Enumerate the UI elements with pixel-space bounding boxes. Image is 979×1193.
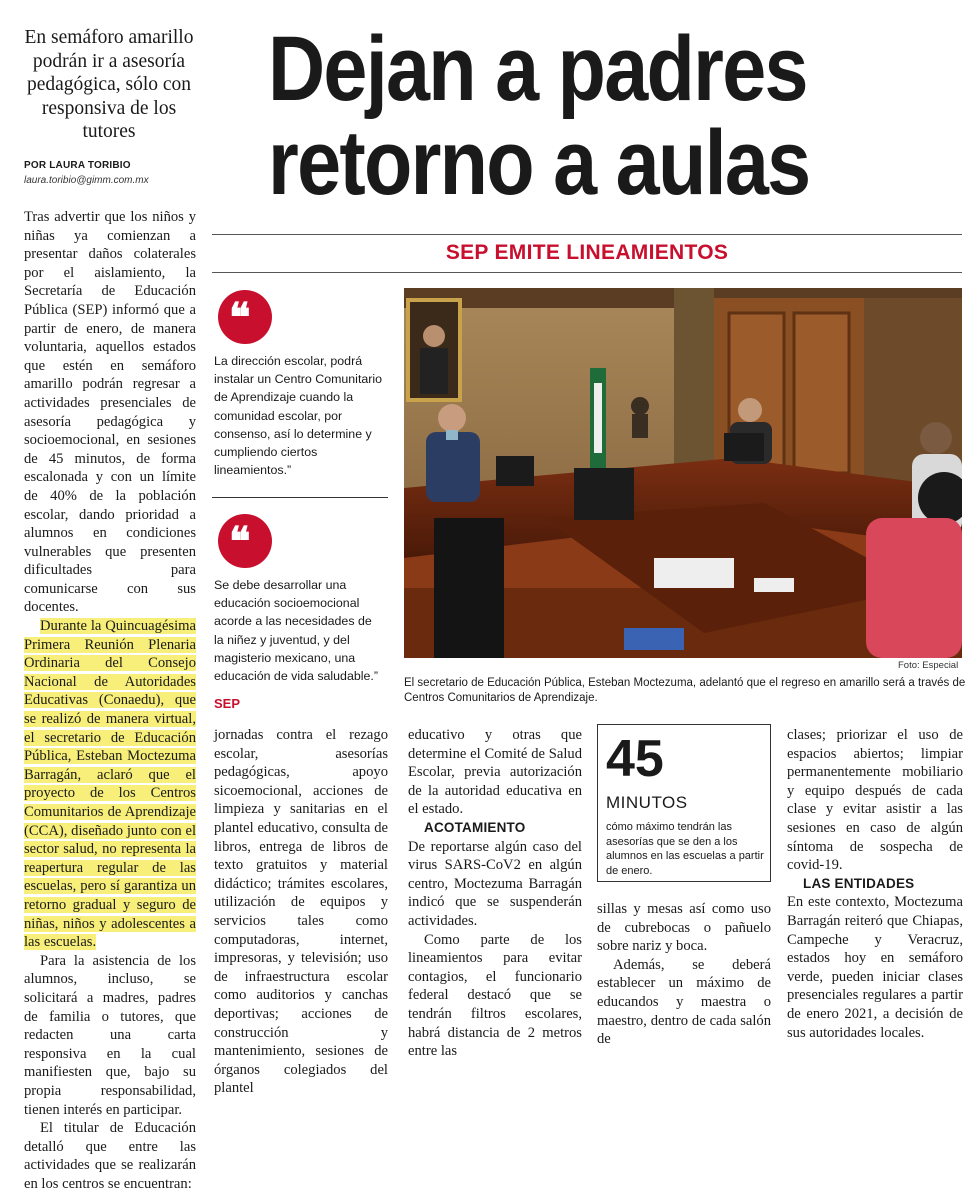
article-column-4: [597, 900, 771, 1049]
headline-line-1: Dejan a padres: [268, 18, 807, 120]
paragraph: jornadas contra el rezago escolar, asesorías pedagógicas, apoyo sicoemocional, acciones de limpieza y sanitarias en el plantel educativo, consulta de libros, entrega de libros de texto gratuitos y material didáctico; trámites escolares, utilización de equipos y servicios tales como computadoras, internet, impresoras, y televisión; uso de infraestructura escolar como auditorios y canchas deportivas; acciones de construcción y mantenimiento, sesiones de órganos colegiados del plantel: [214, 727, 388, 1097]
section-rule-top: [212, 234, 962, 235]
paragraph: Tras advertir que los niños y niñas ya comienzan a presentar daños colaterales por el aislamiento, la Secretaría de Educación Pública (SEP) informó que a partir de enero, de manera voluntaria, aquellos estados que estén en semáforo amarillo podrán regresar a actividades presenciales de asesoría pedagógica y socioemocional, en sesiones de 45 minutos, de forma escalonada y con un límite de 40% de la población escolar, dando prioridad a alumnos en condiciones vulnerables que presenten dificultades para comunicarse con sus docentes.: [24, 209, 196, 616]
author-email: laura.toribio@gimm.com.mx: [24, 175, 149, 186]
paragraph: El titular de Educación detalló que entre las actividades que se realizarán en los centros se encuentran:: [24, 1120, 196, 1192]
section-title: SEP EMITE LINEAMIENTOS: [445, 241, 729, 264]
article-column-1: [24, 208, 196, 1193]
fact-box: [597, 724, 771, 882]
fact-box-number: 45: [606, 730, 664, 788]
headline: [268, 18, 870, 214]
paragraph: clases; priorizar el uso de espacios abiertos; limpiar permanentemente mobiliario y equipo después de cada clase y evitar asistir a las sesiones en caso de algún síntoma de sospecha de covid-19.: [787, 727, 963, 874]
quote-divider: [212, 497, 388, 498]
photo-credit: Foto: Especial: [898, 660, 959, 671]
highlighted-text: Durante la Quincuagésima Primera Reunión Plenaria Ordinaria del Consejo Nacional de Autoridades Educativas (Conaedu), que se realizó de manera virtual, el secretario de Educación Pública, Esteban Moctezuma Barragán, aclaró que el proyecto de los Centros Comunitarios de Aprendizaje (CCA), diseñado junto con el sector salud, no representa la reapertura regular de las escuelas, pero sí garantiza un retorno gradual y seguro de niñas, niños y adolescentes a las escuelas.: [24, 618, 196, 951]
pull-quote-1: La dirección escolar, podrá instalar un Centro Comunitario de Aprendizaje cuando la comunidad escolar, por consenso, así lo determine y cumpliendo ciertos lineamientos.”: [214, 354, 383, 478]
section-rule-bottom: [212, 272, 962, 273]
quote-icon: ❝: [218, 514, 272, 568]
paragraph: educativo y otras que determine el Comité de Salud Escolar, previa autorización de la autoridad educativa en el estado.: [408, 727, 582, 818]
paragraph: Como parte de los lineamientos para evitar contagios, el funcionario federal destacó que se tendrán filtros escolares, habrá distancia de 2 metros entre las: [408, 931, 582, 1060]
photo-caption: El secretario de Educación Pública, Esteban Moctezuma, adelantó que el regreso en amarillo será a través de Centros Comunitarios de Aprendizaje.: [404, 677, 966, 704]
paragraph: Además, se deberá establecer un máximo de educandos y maestra o maestro, dentro de cada salón de: [597, 956, 771, 1048]
paragraph: sillas y mesas así como uso de cubrebocas o pañuelo sobre nariz y boca.: [597, 901, 771, 955]
quote-source: SEP: [214, 696, 241, 711]
paragraph: Para la asistencia de los alumnos, incluso, se solicitará a madres, padres de familia o tutores, que redacten una carta responsiva en la cual manifiesten que, bajo su propia responsabilidad, tienen interés en participar.: [24, 952, 196, 1118]
subhead: LAS ENTIDADES: [803, 875, 915, 891]
fact-box-unit: MINUTOS: [606, 793, 688, 812]
paragraph: En este contexto, Moctezuma Barragán reiteró que Chiapas, Campeche y Veracruz, estados hoy en semáforo verde, pueden iniciar clases presenciales regulares a partir de enero 2021, a decisión de sus autoridades locales.: [787, 894, 963, 1041]
article-kicker: En semáforo amarillo podrán ir a asesoría pedagógica, sólo con responsiva de los tutores: [24, 27, 194, 142]
fact-box-text: cómo máximo tendrán las asesorías que se den a los alumnos en las escuelas a partir de enero.: [606, 821, 764, 877]
paragraph: De reportarse algún caso del virus SARS-CoV2 en algún centro, Moctezuma Barragán indicó que se suspenderán actividades.: [408, 838, 582, 929]
headline-line-2: retorno a aulas: [268, 112, 810, 214]
article-column-2: [214, 726, 388, 1098]
quote-icon: ❝: [218, 290, 272, 344]
article-column-5: [787, 726, 963, 1042]
meeting-photo-illustration: [404, 288, 962, 658]
meeting-photo: [404, 288, 962, 658]
paragraph-highlighted: [24, 617, 196, 952]
pull-quote-2: Se debe desarrollar una educación socioemocional acorde a las necesidades de la niñez y juventud, y del magisterio mexicano, una educación de vida saludable.”: [214, 578, 378, 684]
article-column-3: [408, 726, 582, 1061]
subhead: ACOTAMIENTO: [424, 819, 526, 835]
byline: POR LAURA TORIBIO: [24, 160, 131, 171]
